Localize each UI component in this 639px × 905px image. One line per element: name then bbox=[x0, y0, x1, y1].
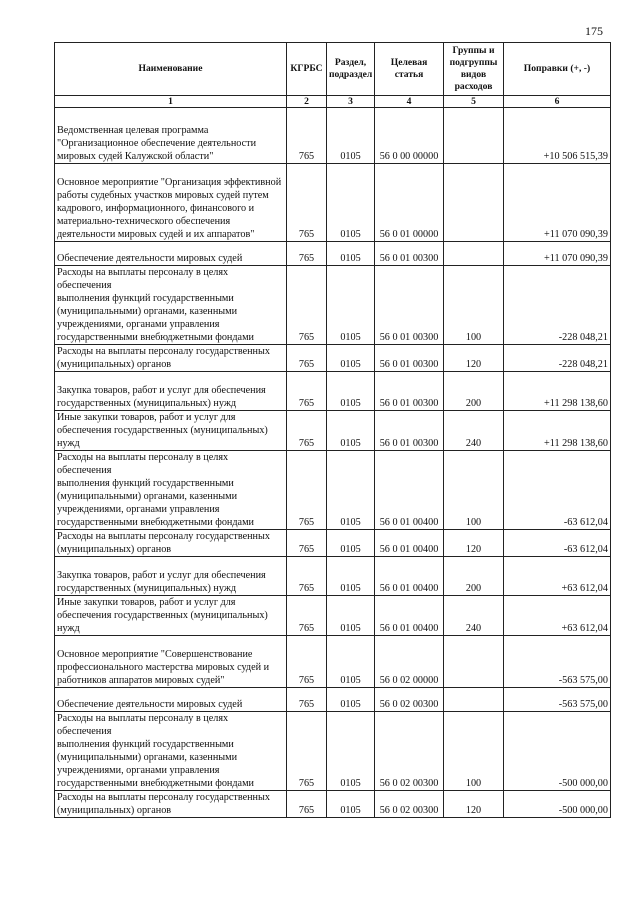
row-name: Расходы на выплаты персоналу в целях обеспечения выполнения функций государственными (муниципальными) органами, казенными учреждениями, органами управления государственными внебюджетными фондами bbox=[55, 451, 287, 530]
table-row bbox=[55, 345, 611, 372]
row-ktrbs: 765 bbox=[287, 451, 327, 530]
header-ktrbs: КГРБС bbox=[287, 43, 327, 96]
row-target: 56 0 01 00300 bbox=[375, 242, 444, 266]
table-row bbox=[55, 712, 611, 791]
budget-amendments-table bbox=[54, 42, 611, 818]
row-group bbox=[444, 636, 504, 688]
row-name: Иные закупки товаров, работ и услуг для обеспечения государственных (муниципальных) нужд bbox=[55, 596, 287, 636]
row-section: 0105 bbox=[327, 108, 375, 164]
row-group: 240 bbox=[444, 411, 504, 451]
row-ktrbs: 765 bbox=[287, 266, 327, 345]
row-target: 56 0 01 00400 bbox=[375, 451, 444, 530]
row-group bbox=[444, 164, 504, 242]
table-row bbox=[55, 242, 611, 266]
row-target: 56 0 02 00300 bbox=[375, 688, 444, 712]
row-name: Расходы на выплаты персоналу государственных (муниципальных) органов bbox=[55, 530, 287, 557]
row-amount: -500 000,00 bbox=[504, 712, 611, 791]
row-target: 56 0 01 00300 bbox=[375, 411, 444, 451]
row-section: 0105 bbox=[327, 372, 375, 411]
column-number: 1 bbox=[55, 96, 287, 108]
row-ktrbs: 765 bbox=[287, 636, 327, 688]
row-target: 56 0 02 00300 bbox=[375, 791, 444, 818]
row-ktrbs: 765 bbox=[287, 372, 327, 411]
row-name: Расходы на выплаты персоналу государственных (муниципальных) органов bbox=[55, 345, 287, 372]
row-amount: +63 612,04 bbox=[504, 557, 611, 596]
table-row bbox=[55, 266, 611, 345]
table-row bbox=[55, 557, 611, 596]
row-target: 56 0 00 00000 bbox=[375, 108, 444, 164]
row-target: 56 0 01 00300 bbox=[375, 372, 444, 411]
row-amount: +11 070 090,39 bbox=[504, 242, 611, 266]
row-ktrbs: 765 bbox=[287, 596, 327, 636]
row-group: 100 bbox=[444, 266, 504, 345]
row-name: Основное мероприятие "Совершенствование профессионального мастерства мировых судей и работников аппаратов мировых судей" bbox=[55, 636, 287, 688]
table-row bbox=[55, 636, 611, 688]
row-section: 0105 bbox=[327, 164, 375, 242]
table-row bbox=[55, 372, 611, 411]
row-group: 120 bbox=[444, 345, 504, 372]
row-amount: +11 298 138,60 bbox=[504, 372, 611, 411]
row-amount: -63 612,04 bbox=[504, 451, 611, 530]
table-row bbox=[55, 164, 611, 242]
row-ktrbs: 765 bbox=[287, 530, 327, 557]
row-amount: -228 048,21 bbox=[504, 345, 611, 372]
row-section: 0105 bbox=[327, 411, 375, 451]
row-amount: +11 070 090,39 bbox=[504, 164, 611, 242]
table-row bbox=[55, 791, 611, 818]
header-name: Наименование bbox=[55, 43, 287, 96]
row-amount: -228 048,21 bbox=[504, 266, 611, 345]
row-ktrbs: 765 bbox=[287, 791, 327, 818]
table-row bbox=[55, 596, 611, 636]
row-target: 56 0 01 00300 bbox=[375, 345, 444, 372]
row-section: 0105 bbox=[327, 791, 375, 818]
row-amount: -500 000,00 bbox=[504, 791, 611, 818]
row-target: 56 0 01 00000 bbox=[375, 164, 444, 242]
row-ktrbs: 765 bbox=[287, 688, 327, 712]
table-row bbox=[55, 411, 611, 451]
row-name: Иные закупки товаров, работ и услуг для обеспечения государственных (муниципальных) нужд bbox=[55, 411, 287, 451]
column-number-row bbox=[55, 96, 611, 108]
row-name: Закупка товаров, работ и услуг для обеспечения государственных (муниципальных) нужд bbox=[55, 372, 287, 411]
row-group: 120 bbox=[444, 791, 504, 818]
row-target: 56 0 01 00400 bbox=[375, 596, 444, 636]
row-group: 120 bbox=[444, 530, 504, 557]
row-section: 0105 bbox=[327, 266, 375, 345]
row-name: Расходы на выплаты персоналу государственных (муниципальных) органов bbox=[55, 791, 287, 818]
row-name: Обеспечение деятельности мировых судей bbox=[55, 688, 287, 712]
header-section: Раздел, подраздел bbox=[327, 43, 375, 96]
row-ktrbs: 765 bbox=[287, 108, 327, 164]
row-section: 0105 bbox=[327, 345, 375, 372]
row-target: 56 0 02 00000 bbox=[375, 636, 444, 688]
row-name: Расходы на выплаты персоналу в целях обеспечения выполнения функций государственными (муниципальными) органами, казенными учреждениями, органами управления государственными внебюджетными фондами bbox=[55, 266, 287, 345]
column-number: 2 bbox=[287, 96, 327, 108]
row-amount: -63 612,04 bbox=[504, 530, 611, 557]
row-section: 0105 bbox=[327, 596, 375, 636]
row-section: 0105 bbox=[327, 530, 375, 557]
row-group: 200 bbox=[444, 557, 504, 596]
row-target: 56 0 02 00300 bbox=[375, 712, 444, 791]
row-section: 0105 bbox=[327, 557, 375, 596]
row-target: 56 0 01 00300 bbox=[375, 266, 444, 345]
row-group bbox=[444, 688, 504, 712]
table-row bbox=[55, 451, 611, 530]
row-section: 0105 bbox=[327, 688, 375, 712]
row-group bbox=[444, 242, 504, 266]
row-amount: +11 298 138,60 bbox=[504, 411, 611, 451]
header-target: Целевая статья bbox=[375, 43, 444, 96]
page-number: 175 bbox=[585, 24, 603, 38]
row-target: 56 0 01 00400 bbox=[375, 530, 444, 557]
header-row bbox=[55, 43, 611, 96]
row-ktrbs: 765 bbox=[287, 411, 327, 451]
row-section: 0105 bbox=[327, 242, 375, 266]
row-ktrbs: 765 bbox=[287, 242, 327, 266]
row-name: Закупка товаров, работ и услуг для обеспечения государственных (муниципальных) нужд bbox=[55, 557, 287, 596]
row-name: Расходы на выплаты персоналу в целях обеспечения выполнения функций государственными (муниципальными) органами, казенными учреждениями, органами управления государственными внебюджетными фондами bbox=[55, 712, 287, 791]
row-ktrbs: 765 bbox=[287, 164, 327, 242]
row-ktrbs: 765 bbox=[287, 712, 327, 791]
row-section: 0105 bbox=[327, 451, 375, 530]
row-amount: -563 575,00 bbox=[504, 688, 611, 712]
table-body bbox=[55, 108, 611, 818]
row-name: Основное мероприятие "Организация эффективной работы судебных участков мировых судей путем кадрового, информационного, финансового и материально-технического обеспечения деятельности мировых судей и их аппаратов" bbox=[55, 164, 287, 242]
table-row bbox=[55, 530, 611, 557]
header-groups: Группы и подгруппы видов расходов bbox=[444, 43, 504, 96]
row-name: Обеспечение деятельности мировых судей bbox=[55, 242, 287, 266]
table-row bbox=[55, 688, 611, 712]
row-ktrbs: 765 bbox=[287, 557, 327, 596]
column-number: 3 bbox=[327, 96, 375, 108]
header-amendments: Поправки (+, -) bbox=[504, 43, 611, 96]
row-group: 240 bbox=[444, 596, 504, 636]
row-group bbox=[444, 108, 504, 164]
column-number: 4 bbox=[375, 96, 444, 108]
row-section: 0105 bbox=[327, 712, 375, 791]
row-group: 100 bbox=[444, 712, 504, 791]
table-row bbox=[55, 108, 611, 164]
row-group: 200 bbox=[444, 372, 504, 411]
row-ktrbs: 765 bbox=[287, 345, 327, 372]
row-amount: +10 506 515,39 bbox=[504, 108, 611, 164]
row-group: 100 bbox=[444, 451, 504, 530]
row-target: 56 0 01 00400 bbox=[375, 557, 444, 596]
row-amount: -563 575,00 bbox=[504, 636, 611, 688]
row-section: 0105 bbox=[327, 636, 375, 688]
row-amount: +63 612,04 bbox=[504, 596, 611, 636]
row-name: Ведомственная целевая программа "Организационное обеспечение деятельности мировых судей Калужской области" bbox=[55, 108, 287, 164]
column-number: 5 bbox=[444, 96, 504, 108]
column-number: 6 bbox=[504, 96, 611, 108]
